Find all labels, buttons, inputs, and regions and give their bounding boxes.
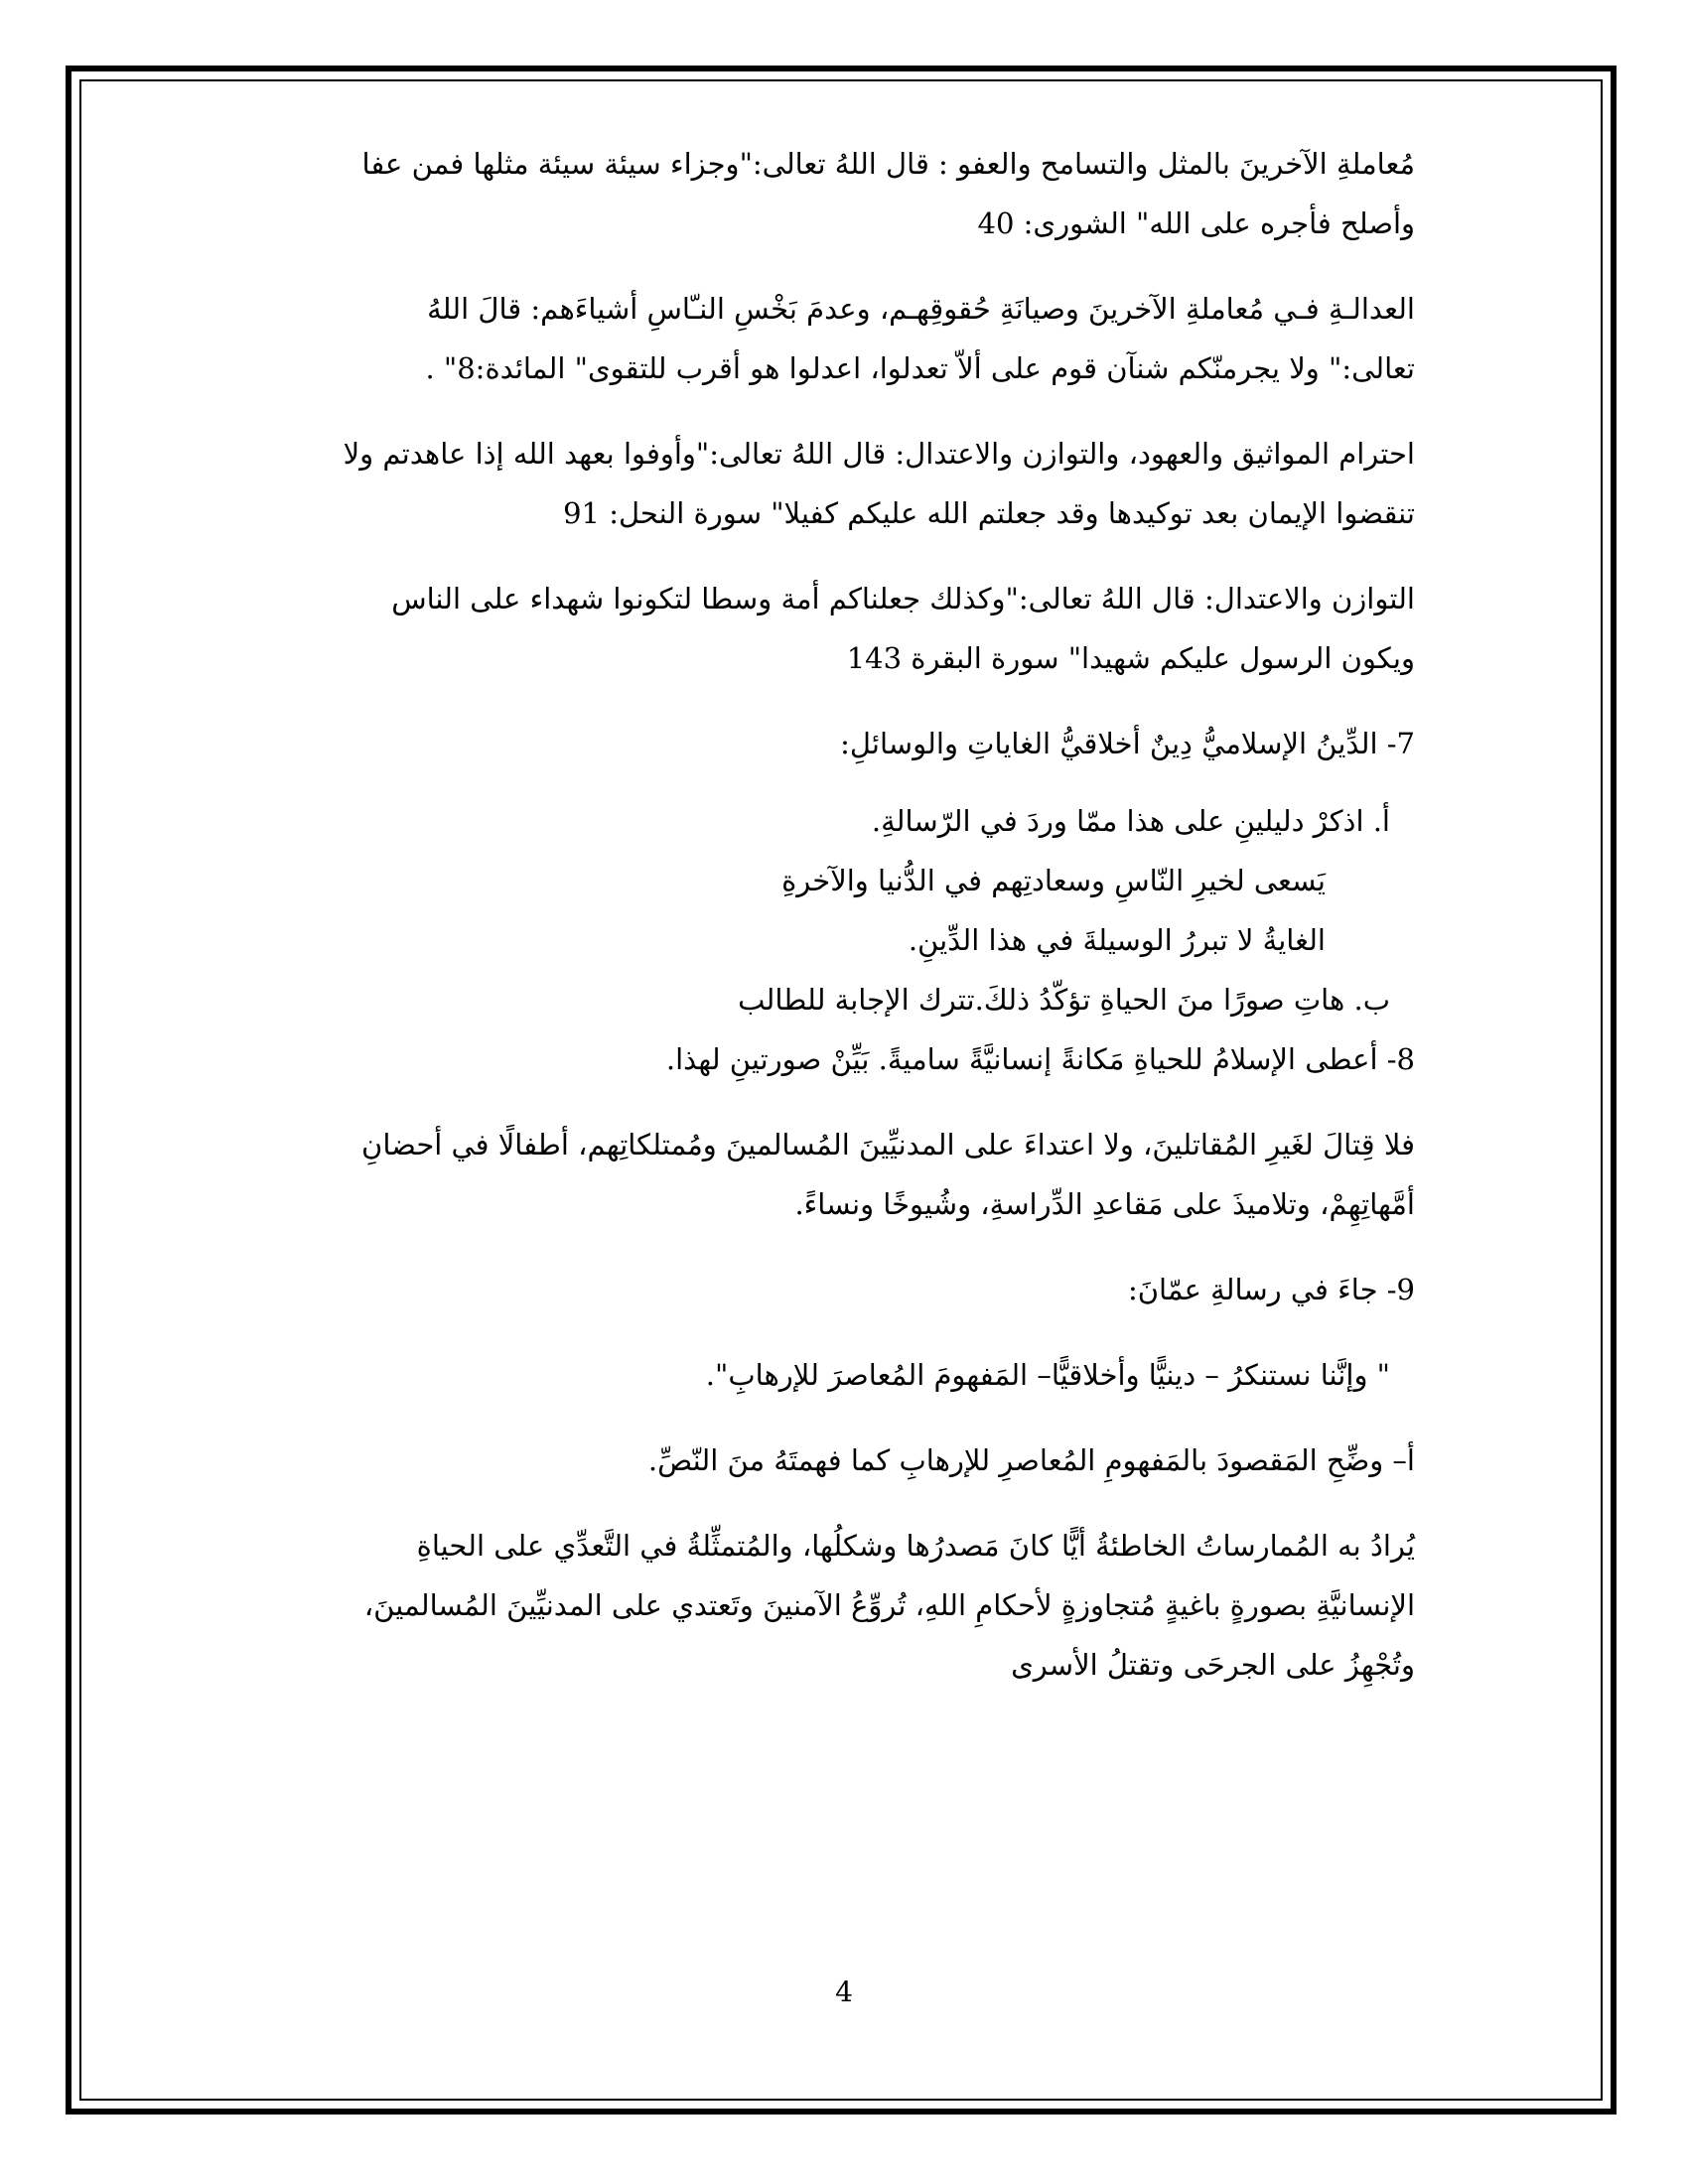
question-9: 9- جاءَ في رسالةِ عمّانَ:	[1127, 1273, 1415, 1306]
question-8-answer-line-2: أمَّهاتِهِمْ، وتلاميذَ على مَقاعدِ الدِّراسةِ، وشُيوخًا ونساءً.	[794, 1187, 1415, 1221]
question-7: 7- الدِّينُ الإسلاميُّ دِينٌ أخلاقيُّ الغاياتِ والوسائلِ:	[840, 727, 1415, 760]
question-9-quote: " وإنَّنا نستنكرُ – دينيًّا وأخلاقيًّا– المَفهومَ المُعاصرَ للإرهابِ".	[705, 1358, 1390, 1392]
question-9-answer-line-3: وتُجْهِزُ على الجرحَى وتقتلُ الأسرى	[1011, 1648, 1415, 1682]
question-9-answer-line-2: الإنسانيَّةِ بصورةٍ باغيةٍ مُتجاوزةٍ لأحكامِ اللهِ، تُروِّعُ الآمنينَ وتَعتدي على المدنيِّينَ المُسالمينَ،	[363, 1588, 1415, 1622]
paragraph-2-line-2: تعالى:" ولا يجرمنّكم شنآن قوم على ألاّ تعدلوا، اعدلوا هو أقرب للتقوى" المائدة:8" .	[425, 351, 1415, 385]
question-7-part-a: أ. اذكرْ دليلينِ على هذا ممّا وردَ في الرّسالةِ.	[871, 804, 1390, 838]
paragraph-3-line-2: تنقضوا الإيمان بعد توكيدها وقد جعلتم الله عليكم كفيلا" سورة النحل: 91	[563, 496, 1415, 530]
paragraph-3	[228, 424, 1415, 543]
page-number: 4	[835, 1976, 853, 2008]
question-9-answer-line-1: يُرادُ به المُمارساتُ الخاطئةُ أيًّا كانَ مَصدرُها وشكلُها، والمُتمثِّلةُ في التَّعدِّي على الحياةِ	[416, 1529, 1415, 1563]
question-7-sub	[228, 791, 1415, 1029]
paragraph-2-line-1: العدالـةِ فـي مُعاملةِ الآخرينَ وصيانَةِ حُقوقِهـم، وعدمَ بَخْسِ النـّاسِ أشياءَهم: قالَ اللهُ	[427, 292, 1415, 326]
paragraph-4	[228, 569, 1415, 688]
question-9-answer	[228, 1516, 1415, 1695]
paragraph-4-line-2: ويكون الرسول عليكم شهيدا" سورة البقرة 143	[846, 641, 1415, 675]
question-9-part-a: أ– وضِّحِ المَقصودَ بالمَفهومِ المُعاصرِ للإرهابِ كما فهمتَهُ منَ النّصِّ.	[647, 1443, 1415, 1477]
document-body	[228, 134, 1415, 1695]
paragraph-2	[228, 279, 1415, 398]
question-7-answer-2: الغايةُ لا تبررُ الوسيلةَ في هذا الدِّينِ.	[908, 923, 1326, 957]
question-8-answer-line-1: فلا قِتالَ لغَيرِ المُقاتلينَ، ولا اعتداءَ على المدنيِّينَ المُسالمينَ ومُمتلكاتِهم، أطفالًا في أحضانِ	[361, 1128, 1415, 1161]
paragraph-4-line-1: التوازن والاعتدال: قال اللهُ تعالى:"وكذلك جعلناكم أمة وسطا لتكونوا شهداء على الناس	[391, 582, 1415, 615]
question-8-answer	[228, 1115, 1415, 1234]
paragraph-3-line-1: احترام المواثيق والعهود، والتوازن والاعتدال: قال اللهُ تعالى:"وأوفوا بعهد الله إذا عاهدتم ولا	[343, 437, 1415, 471]
question-8: 8- أعطى الإسلامُ للحياةِ مَكانةً إنسانيَّةً ساميةً. بَيِّنْ صورتينِ لهذا.	[665, 1042, 1415, 1076]
paragraph-1-line-2: وأصلح فأجره على الله" الشورى: 40	[977, 206, 1415, 240]
question-7-answer-1: يَسعى لخيرِ النّاسِ وسعادتِهم في الدُّنيا والآخرةِ	[781, 864, 1326, 897]
question-7-part-b: ب. هاتِ صورًا منَ الحياةِ تؤكّدُ ذلكَ.تترك الإجابة للطالب	[738, 983, 1390, 1017]
paragraph-1-line-1: مُعاملةِ الآخرينَ بالمثل والتسامح والعفو : قال اللهُ تعالى:"وجزاء سيئة سيئة مثلها فمن عفا	[361, 147, 1415, 181]
paragraph-1	[228, 134, 1415, 253]
